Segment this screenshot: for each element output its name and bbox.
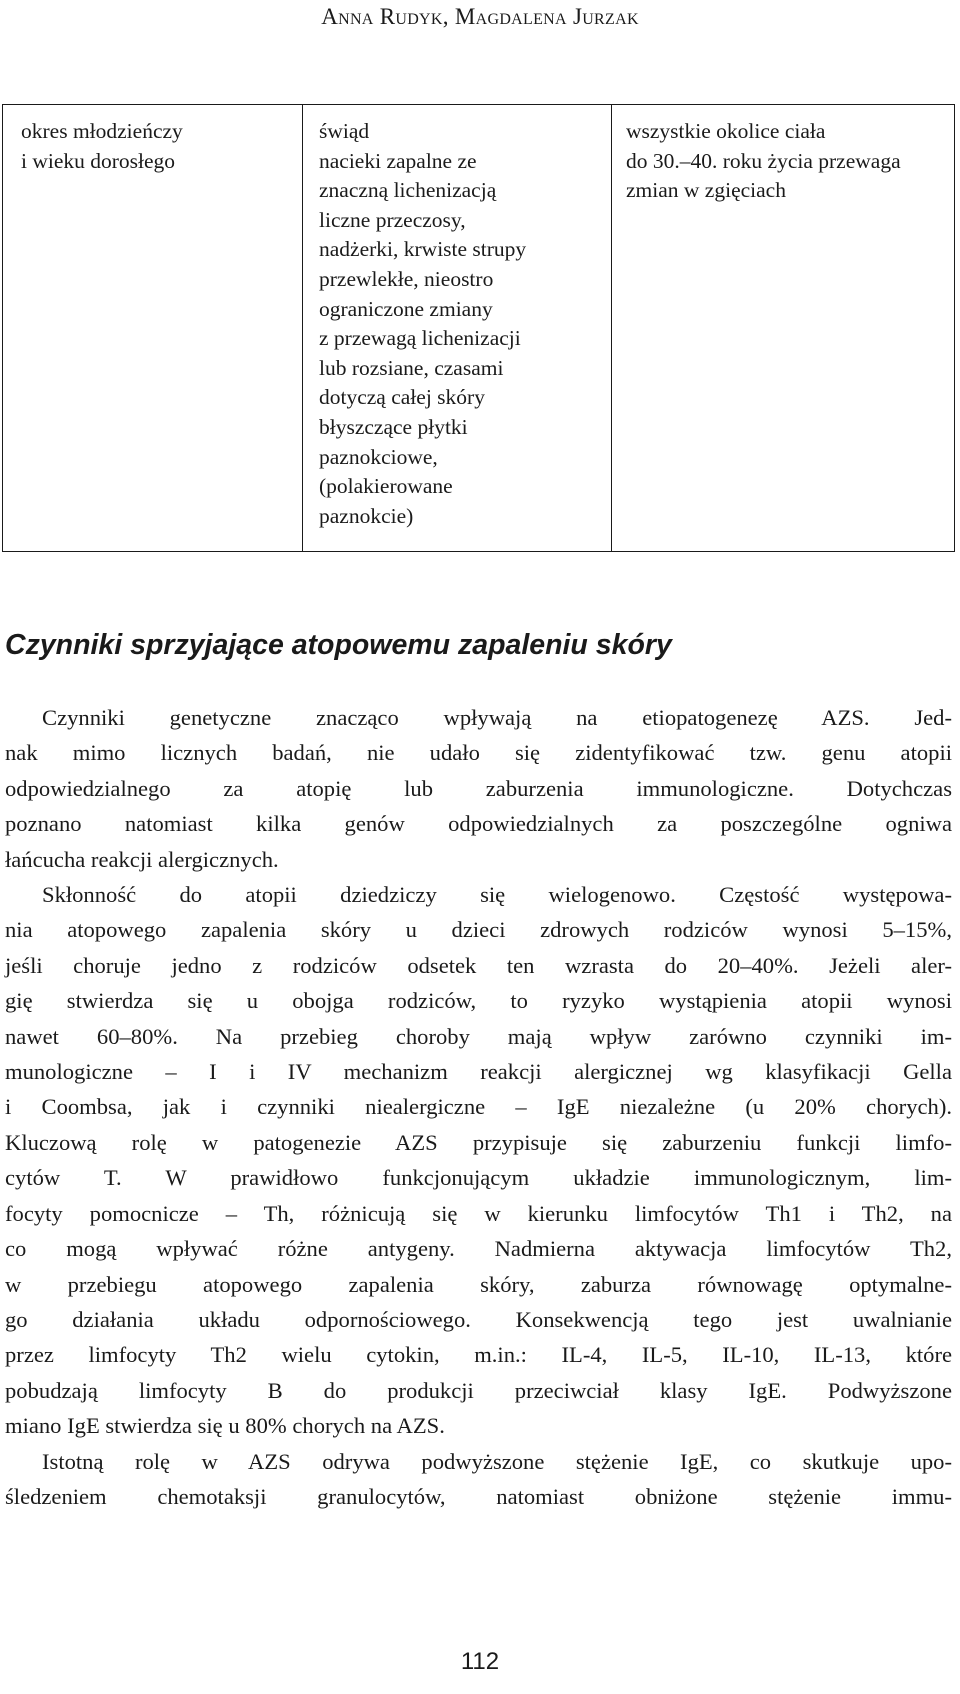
page-number: 112 bbox=[460, 1648, 500, 1675]
paragraph bbox=[5, 877, 952, 1444]
paragraph bbox=[5, 1444, 952, 1515]
paragraph-line: Istotną rolę w AZS odrywa podwyższone stężenie IgE, co skutkuje upo- bbox=[42, 1448, 952, 1474]
paragraph-line: Czynniki genetyczne znacząco wpływają na etiopatogenezę AZS. Jed- bbox=[42, 705, 952, 730]
table-cell-line: wszystkie okolice ciała bbox=[626, 119, 826, 143]
paragraph-line: w przebiegu atopowego zapalenia skóry, zaburza równowagę optymalne- bbox=[5, 1271, 952, 1297]
paragraph-line: munologiczne – I i IV mechanizm reakcji alergicznej wg klasyfikacji Gella bbox=[5, 1059, 952, 1085]
body-text bbox=[5, 700, 952, 1514]
paragraph-line: Kluczową rolę w patogenezie AZS przypisuje się zaburzeniu funkcji limfo- bbox=[5, 1129, 952, 1155]
paragraph-line: nak mimo licznych badań, nie udało się zidentyfikować tzw. genu atopii bbox=[5, 740, 952, 766]
table-cell-line: i wieku dorosłego bbox=[21, 148, 176, 173]
table-cell-line: okres młodzieńczy bbox=[21, 119, 183, 143]
paragraph-line: odpowiedzialnego za atopię lub zaburzenia immunologiczne. Dotychczas bbox=[5, 775, 952, 801]
section-heading: Czynniki sprzyjające atopowemu zapaleniu skóry bbox=[5, 629, 672, 661]
table-cell-line: nadżerki, krwiste strupy bbox=[319, 237, 527, 262]
table-cell-line: ograniczone zmiany bbox=[319, 296, 493, 321]
paragraph bbox=[5, 700, 952, 877]
table-cell-line: nacieki zapalne ze bbox=[319, 148, 477, 173]
table-cell-line: paznokciowe, bbox=[319, 444, 438, 469]
paragraph-line: co mogą wpływać różne antygeny. Nadmierna aktywacja limfocytów Th2, bbox=[5, 1236, 952, 1262]
paragraph-line: jeśli choruje jedno z rodziców odsetek ten wzrasta do 20–40%. Jeżeli aler- bbox=[5, 952, 952, 978]
paragraph-line: pobudzają limfocyty B do produkcji przeciwciał klasy IgE. Podwyższone bbox=[5, 1377, 952, 1403]
table-cell-line: zmian w zgięciach bbox=[626, 178, 786, 203]
paragraph-line: przez limfocyty Th2 wielu cytokin, m.in.: IL-4, IL-5, IL-10, IL-13, które bbox=[5, 1342, 952, 1368]
table-cell-line: dotyczą całej skóry bbox=[319, 385, 485, 410]
table-cell-line: lub rozsiane, czasami bbox=[319, 355, 504, 380]
paragraph-line: poznano natomiast kilka genów odpowiedzialnych za poszczególne ogniwa bbox=[5, 811, 952, 837]
table-cell-location bbox=[612, 105, 955, 552]
table-cell-line: przewlekłe, nieostro bbox=[319, 266, 494, 291]
table-cell-line: błyszczące płytki bbox=[319, 414, 468, 439]
table-cell-line: z przewagą lichenizacji bbox=[319, 326, 521, 351]
table-cell-age-group bbox=[3, 105, 303, 552]
table-row bbox=[3, 105, 955, 552]
clinical-features-table bbox=[2, 104, 955, 552]
paragraph-line: go działania układu odpornościowego. Konsekwencją tego jest uwalnianie bbox=[5, 1306, 952, 1332]
paragraph-line: Skłonność do atopii dziedziczy się wielogenowo. Częstość występowa- bbox=[42, 882, 952, 908]
running-header: Anna Rudyk, Magdalena Jurzak bbox=[321, 4, 639, 29]
paragraph-line: łańcucha reakcji alergicznych. bbox=[5, 846, 279, 872]
paragraph-line: miano IgE stwierdza się u 80% chorych na AZS. bbox=[5, 1413, 445, 1439]
paragraph-line: nia atopowego zapalenia skóry u dzieci zdrowych rodziców wynosi 5–15%, bbox=[5, 917, 952, 943]
table-cell-symptoms bbox=[303, 105, 612, 552]
paragraph-line: gię stwierdza się u obojga rodziców, to ryzyko wystąpienia atopii wynosi bbox=[5, 988, 952, 1014]
paragraph-line: cytów T. W prawidłowo funkcjonującym układzie immunologicznym, lim- bbox=[5, 1165, 952, 1191]
paragraph-line: i Coombsa, jak i czynniki niealergiczne – IgE niezależne (u 20% chorych). bbox=[5, 1094, 952, 1120]
paragraph-line: nawet 60–80%. Na przebieg choroby mają wpływ zarówno czynniki im- bbox=[5, 1023, 952, 1049]
table-cell-line: liczne przeczosy, bbox=[319, 207, 466, 232]
table-cell-line: świąd bbox=[319, 119, 370, 143]
paragraph-line: focyty pomocnicze – Th, różnicują się w kierunku limfocytów Th1 i Th2, na bbox=[5, 1200, 952, 1226]
table-cell-line: paznokcie) bbox=[319, 503, 414, 528]
paragraph-line: śledzeniem chemotaksji granulocytów, natomiast obniżone stężenie immu- bbox=[5, 1483, 952, 1509]
table-cell-line: (polakierowane bbox=[319, 474, 453, 499]
table-cell-line: do 30.–40. roku życia przewaga bbox=[626, 148, 901, 173]
table-cell-line: znaczną lichenizacją bbox=[319, 178, 497, 203]
